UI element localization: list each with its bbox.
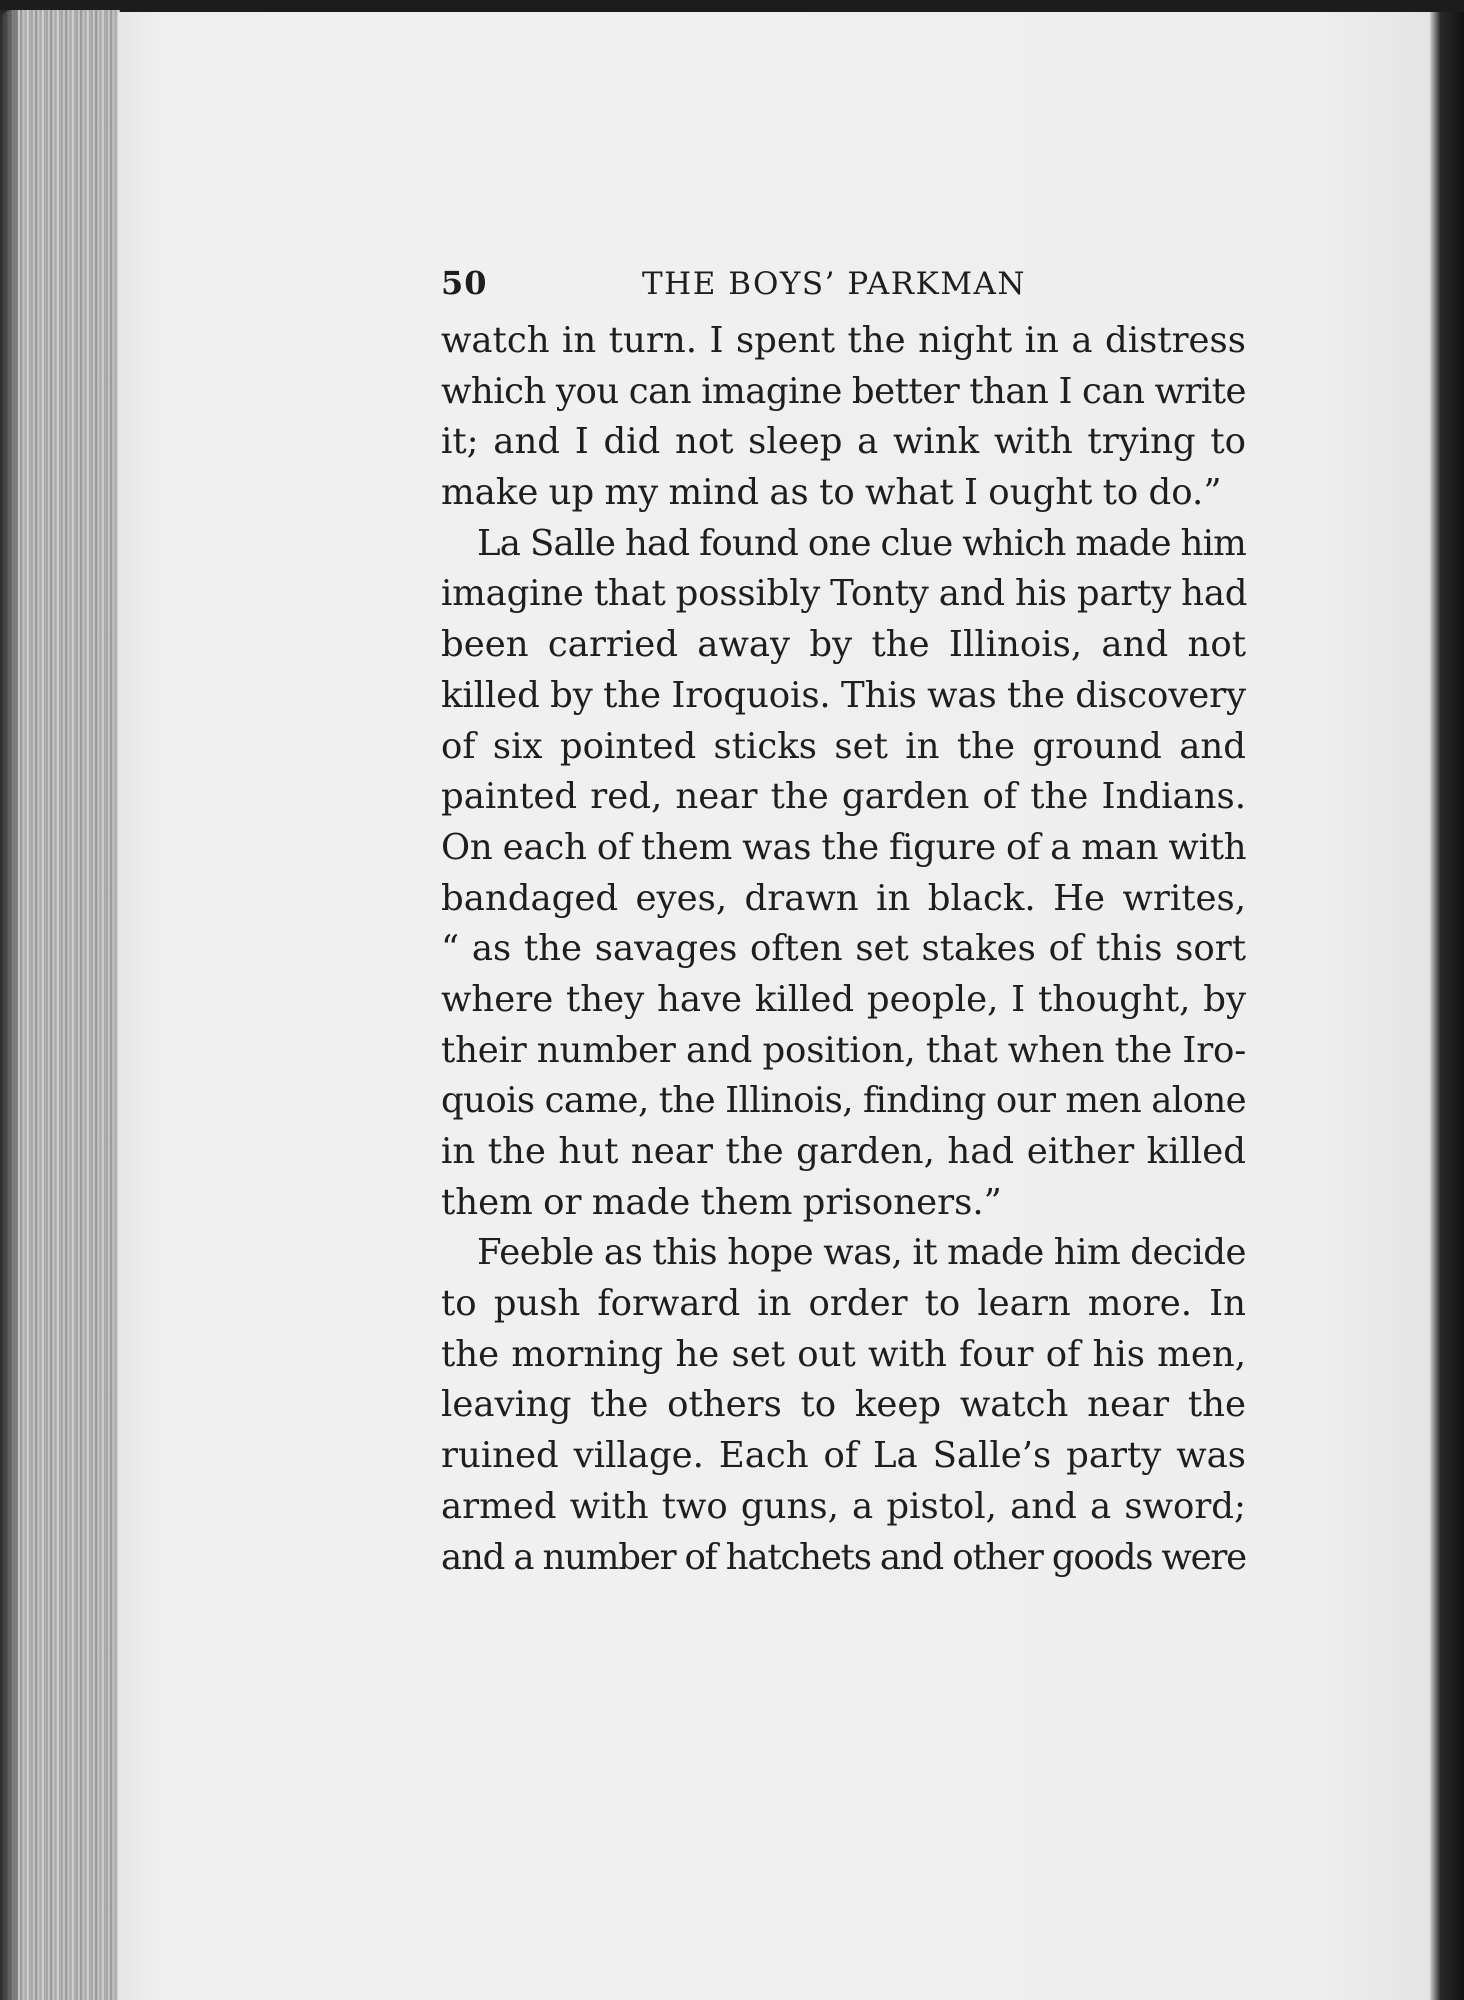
text-line: ruined village. Each of La Salle’s party was <box>441 1435 1246 1477</box>
text-line: On each of them was the figure of a man with <box>441 826 1247 868</box>
text-line: them or made them prisoners.” <box>441 1181 1002 1223</box>
book-title: THE BOYS’ PARKMAN <box>642 266 1027 302</box>
text-line: bandaged eyes, drawn in black. He writes, <box>441 877 1246 919</box>
running-head <box>441 262 1246 316</box>
text-line: to push forward in order to learn more. In <box>441 1283 1246 1325</box>
text-line: quois came, the Illinois, finding our men alone <box>441 1080 1246 1122</box>
text-line: Feeble as this hope was, it made him decide <box>477 1232 1246 1274</box>
text-line: leaving the others to keep watch near the <box>441 1384 1246 1426</box>
text-line: of six pointed sticks set in the ground and <box>441 725 1246 767</box>
text-line: been carried away by the Illinois, and not <box>441 624 1246 666</box>
paragraph-3 <box>441 1228 1246 1583</box>
text-line: killed by the Iroquois. This was the discovery <box>441 674 1246 716</box>
text-line: their number and position, that when the Iro- <box>441 1029 1246 1071</box>
text-line: painted red, near the garden of the Indians. <box>441 776 1246 818</box>
text-line: in the hut near the garden, had either killed <box>441 1131 1246 1172</box>
text-line: watch in turn. I spent the night in a distress <box>441 320 1246 361</box>
text-line: make up my mind as to what I ought to do.” <box>441 472 1222 514</box>
text-line: where they have killed people, I thought, by <box>441 978 1246 1020</box>
text-line: it; and I did not sleep a wink with trying to <box>441 421 1246 463</box>
page-number: 50 <box>441 264 488 302</box>
text-line: which you can imagine better than I can write <box>441 370 1246 412</box>
text-line: armed with two guns, a pistol, and a sword; <box>441 1485 1246 1527</box>
paragraph-1 <box>441 316 1246 519</box>
text-line: the morning he set out with four of his men, <box>441 1333 1246 1375</box>
text-line: imagine that possibly Tonty and his party had <box>441 573 1248 615</box>
text-line: La Salle had found one clue which made him <box>477 522 1246 564</box>
binding-shadow <box>1430 12 1464 2000</box>
text-line: “ as the savages often set stakes of this sort <box>441 928 1246 970</box>
paragraph-2 <box>441 519 1246 1229</box>
text-line: and a number of hatchets and other goods were <box>441 1536 1246 1578</box>
text-block <box>441 262 1246 1583</box>
page-edges <box>0 10 120 2000</box>
